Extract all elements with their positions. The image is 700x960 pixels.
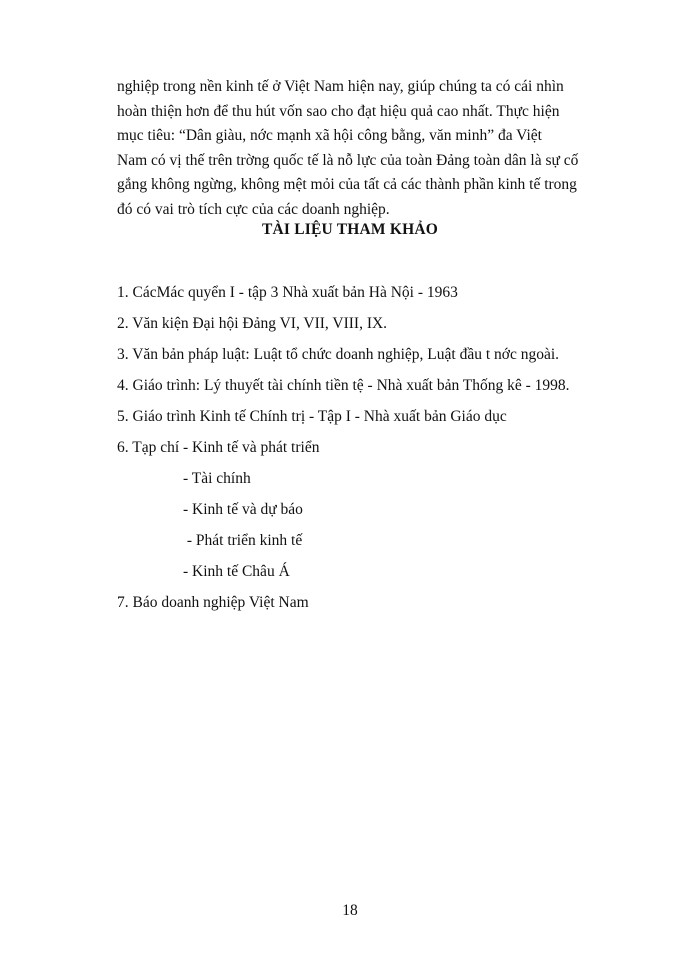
reference-subitem-kinh-te-va-du-bao: - Kinh tế và dự báo [183,501,303,518]
intro-line-2: hoàn thiện hơn để thu hút vốn sao cho đạt hiệu quả cao nhất. Thực hiện [117,102,560,120]
reference-subitem-kinh-te-chau-a: - Kinh tế Châu Á [183,563,290,580]
reference-item-7: 7. Báo doanh nghiệp Việt Nam [117,594,309,611]
references-heading: TÀI LIỆU THAM KHẢO [262,221,438,238]
page-number: 18 [342,902,358,919]
reference-item-1: 1. CácMác quyển I - tập 3 Nhà xuất bản Hà Nội - 1963 [117,284,458,301]
reference-item-6: 6. Tạp chí - Kinh tế và phát triển [117,439,320,456]
reference-subitem-phat-trien-kinh-te: - Phát triển kinh tế [183,532,303,549]
reference-item-2: 2. Văn kiện Đại hội Đảng VI, VII, VIII, IX. [117,315,388,332]
reference-item-3: 3. Văn bản pháp luật: Luật tổ chức doanh nghiệp, Luật đầu t nớc ngoài. [117,346,560,363]
reference-subitem-tai-chinh: - Tài chính [183,470,251,487]
intro-line-1: nghiệp trong nền kinh tế ở Việt Nam hiện nay, giúp chúng ta có cái nhìn [117,78,564,95]
intro-line-3: mục tiêu: “Dân giàu, nớc mạnh xã hội công bằng, văn minh” đa Việt [117,127,542,144]
reference-item-5: 5. Giáo trình Kinh tế Chính trị - Tập I - Nhà xuất bản Giáo dục [117,408,507,425]
intro-line-6: đó có vai trò tích cực của các doanh nghiệp. [117,200,390,218]
reference-item-4: 4. Giáo trình: Lý thuyết tài chính tiền tệ - Nhà xuất bản Thống kê - 1998. [117,377,570,394]
intro-line-4: Nam có vị thế trên trờng quốc tế là nỗ lực của toàn Đảng toàn dân là sự cố [117,151,579,169]
intro-line-5: gắng không ngừng, không mệt mỏi của tất cả các thành phần kinh tế trong [117,176,577,193]
intro-paragraph [117,75,619,222]
